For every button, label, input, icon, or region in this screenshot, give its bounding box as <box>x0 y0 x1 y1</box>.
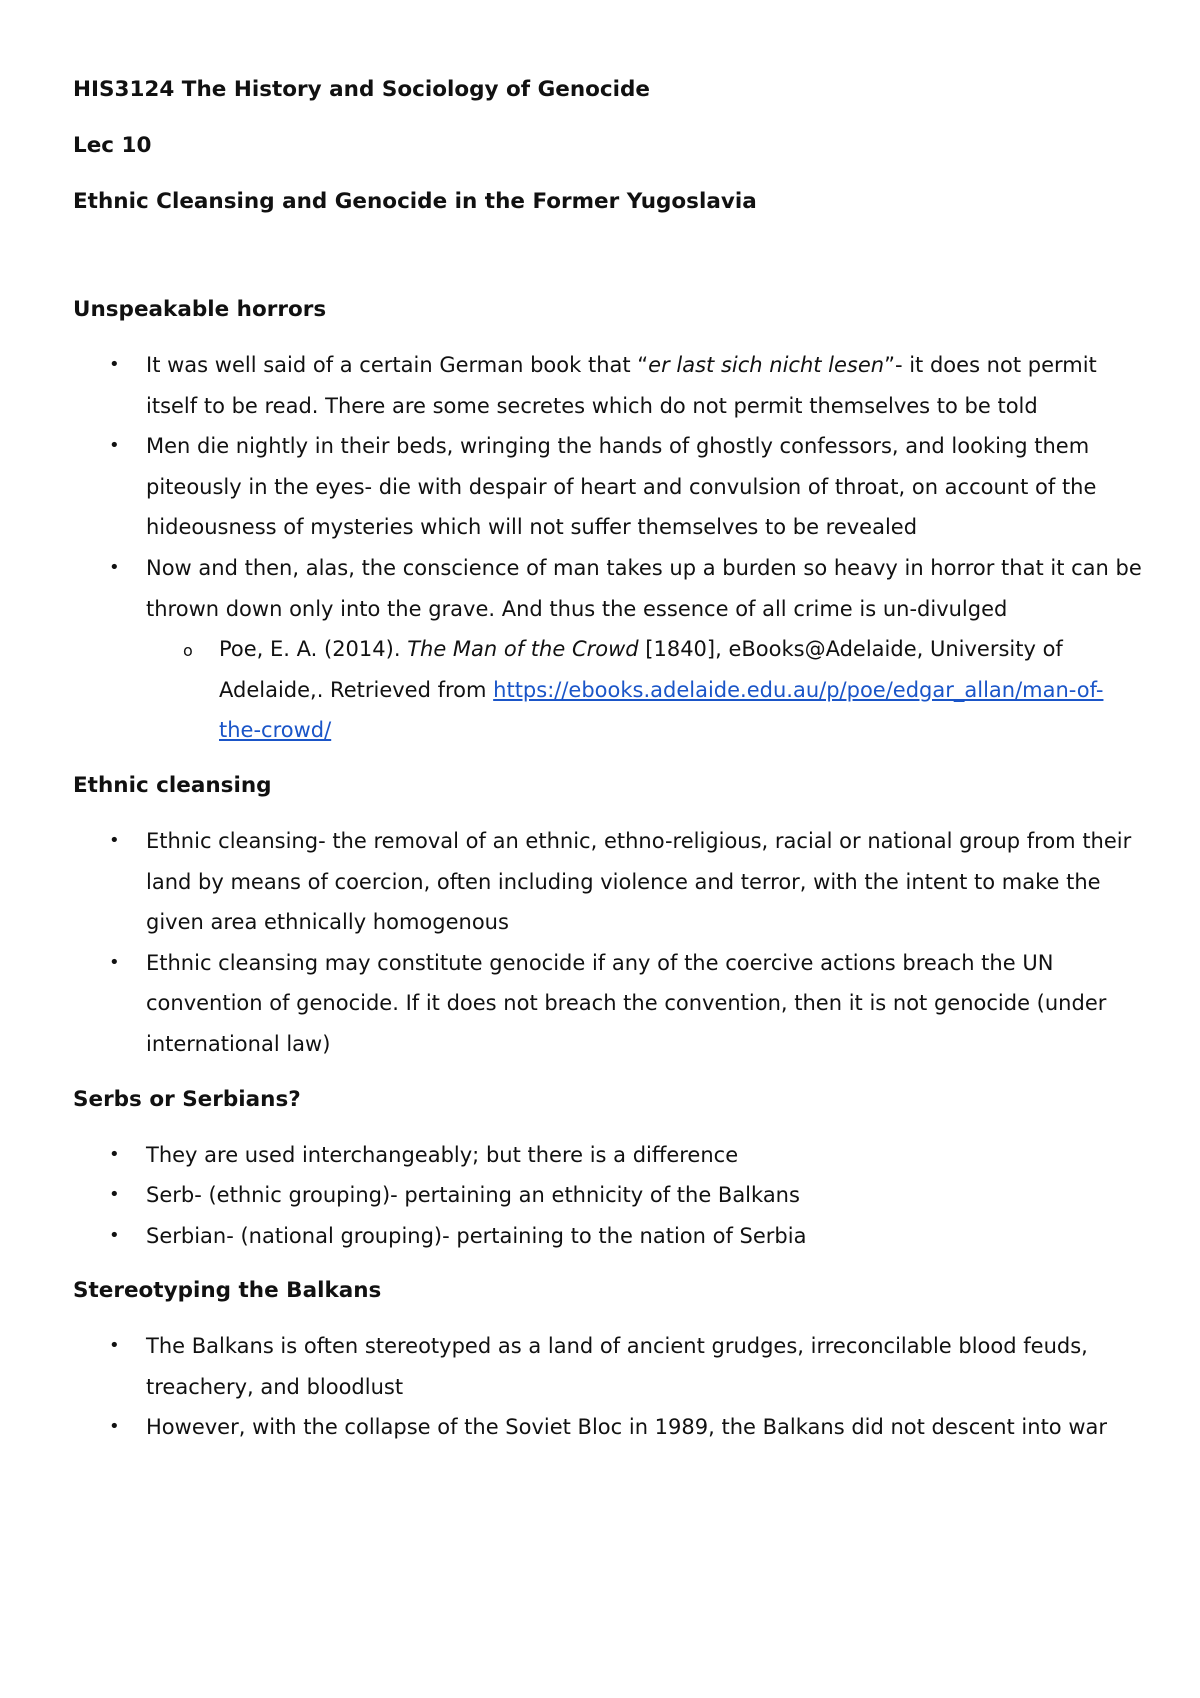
bullet-list-unspeakable-horrors <box>73 345 1143 751</box>
bullet-icon: • <box>109 556 120 578</box>
bullet-icon: • <box>109 435 120 457</box>
list-item-text: Now and then, alas, the conscience of man takes up a burden so heavy in horror that it can be thrown down only into the grave. And thus the essence of all crime is un-divulged <box>146 555 1142 621</box>
list-item <box>73 1216 1143 1257</box>
list-item-text: ”- it does not permit itself to be read. There are some secretes which do not permit themselves to be told <box>146 353 1097 418</box>
reference-link[interactable]: https://ebooks.adelaide.edu.au/p/poe/edgar_allan/man-of-the-crowd/ <box>219 677 1104 743</box>
list-item-text: However, with the collapse of the Soviet Bloc in 1989, the Balkans did not descent into war <box>146 1415 1108 1440</box>
bullet-icon: • <box>109 1143 120 1165</box>
bullet-icon: • <box>109 829 120 851</box>
list-item-text: They are used interchangeably; but there is a difference <box>146 1142 739 1167</box>
list-item <box>73 548 1143 751</box>
circle-bullet-icon: o <box>183 641 193 661</box>
course-title: HIS3124 The History and Sociology of Genocide <box>73 77 651 102</box>
section-heading-ethnic-cleansing: Ethnic cleansing <box>73 772 272 798</box>
bullet-icon: • <box>109 1224 120 1246</box>
bullet-list-ethnic-cleansing <box>73 821 1143 1065</box>
list-item <box>73 426 1143 548</box>
list-item <box>73 1175 1143 1216</box>
list-item-text: Ethnic cleansing- the removal of an ethnic, ethno-religious, racial or national group from their land by means of coercion, often including violence and terror, with the intent to make the given area ethnically homogenous <box>146 828 1132 935</box>
bullet-list-serbs <box>73 1135 1143 1257</box>
book-title: The Man of the Crowd <box>407 637 639 662</box>
list-item <box>73 821 1143 943</box>
german-quote: er last sich nicht lesen <box>648 353 885 377</box>
section-heading-serbs-or-serbians: Serbs or Serbians? <box>73 1086 301 1112</box>
reference-text: [1840], eBooks@Adelaide, University of Adelaide,. Retrieved from <box>219 637 1063 702</box>
section-heading-unspeakable-horrors: Unspeakable horrors <box>73 297 327 322</box>
list-item-text: Serbian- (national grouping)- pertaining to the nation of Serbia <box>146 1223 807 1248</box>
document-page <box>73 70 1143 1463</box>
reference-item <box>73 629 1143 751</box>
section-heading-stereotyping-balkans: Stereotyping the Balkans <box>73 1278 382 1304</box>
list-item <box>73 1407 1143 1448</box>
bullet-icon: • <box>109 1416 120 1438</box>
bullet-icon: • <box>109 354 120 375</box>
list-item-text: Serb- (ethnic grouping)- pertaining an ethnicity of the Balkans <box>146 1183 800 1208</box>
list-item-text: The Balkans is often stereotyped as a land of ancient grudges, irreconcilable blood feuds, treachery, and bloodlust <box>146 1334 1088 1399</box>
list-item-text: Ethnic cleansing may constitute genocide if any of the coercive actions breach the UN convention of genocide. If it does not breach the convention, then it is not genocide (under international law) <box>146 950 1107 1056</box>
list-item <box>73 1326 1143 1407</box>
bullet-icon: • <box>109 1184 120 1206</box>
bullet-icon: • <box>109 951 120 973</box>
list-item <box>73 345 1143 426</box>
list-item <box>73 1135 1143 1176</box>
lecture-title: Ethnic Cleansing and Genocide in the Former Yugoslavia <box>73 189 757 214</box>
sub-bullet-list <box>146 629 1143 751</box>
list-item <box>73 943 1143 1065</box>
bullet-icon: • <box>109 1335 120 1357</box>
reference-text: Poe, E. A. (2014). <box>219 637 408 662</box>
list-item-text: It was well said of a certain German book that “ <box>146 353 649 377</box>
bullet-list-balkans <box>73 1326 1143 1448</box>
lecture-number: Lec 10 <box>73 133 152 158</box>
list-item-text: Men die nightly in their beds, wringing the hands of ghostly confessors, and looking them piteously in the eyes- die with despair of heart and convulsion of throat, on account of the hideousness of mysteries which will not suffer themselves to be revealed <box>146 434 1097 540</box>
